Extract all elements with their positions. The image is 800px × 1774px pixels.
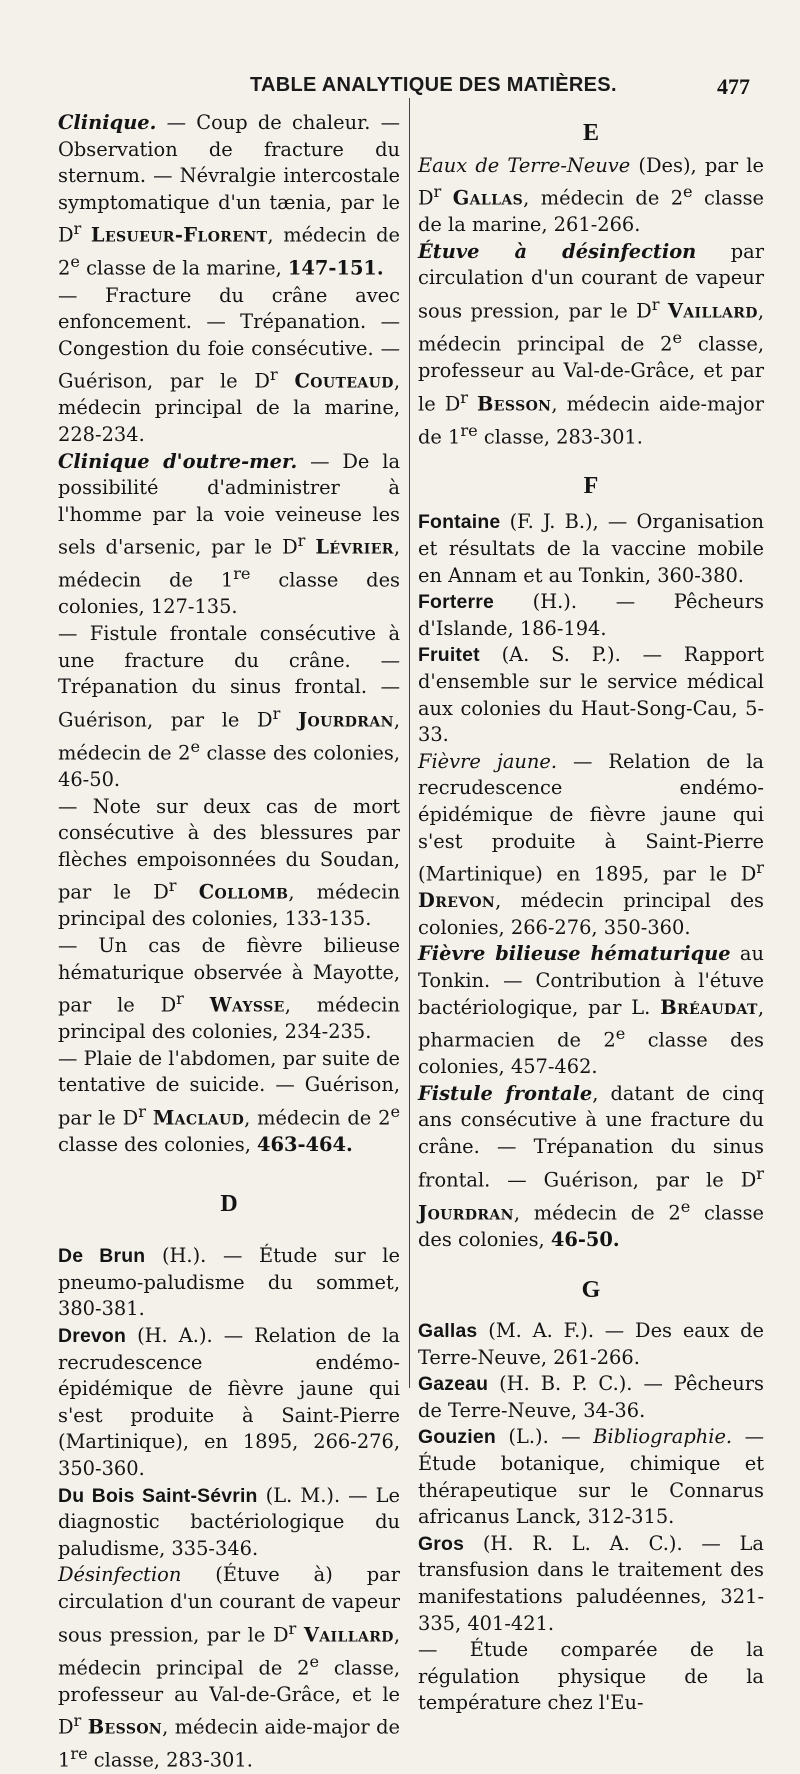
author-name: Bréaudat <box>660 995 758 1019</box>
entry-gouzien: Gouzien (L.). — Bibliographie. — Étude botanique, chimique et thérapeutique sur le Connarus africanus Lanck, 312-315. <box>418 1425 764 1529</box>
entry-term: Bibliographie. <box>593 1425 733 1449</box>
author-heading: Gallas <box>418 1319 478 1342</box>
section-letter-e: E <box>582 120 599 146</box>
entry-term: Fièvre bilieuse hématurique <box>418 942 731 966</box>
page-range: 147-151. <box>287 256 384 280</box>
author-name: Gallas <box>452 186 524 210</box>
entry-desinfection: Désinfection (Étuve à) par circulation d'un courant de vapeur sous pression, par le $D^r$ Vaillard, médecin principal de 2e classe, professeur au Val-de-Grâce, et le $D^r$ Besson, médecin aide-major de 1re classe, 283-301. <box>58 1563 401 1772</box>
entry-term: Clinique. <box>58 111 157 134</box>
author-name: Jourdran <box>297 708 394 732</box>
entry-fistule-frontale: Fistule frontale, datant de cinq ans consécutive à une fracture du crâne. — Trépanation du sinus frontal. — Guérison, par le $D^r$ Jourdran, médecin de 2e classe des colonies, 46-50. <box>418 1081 764 1251</box>
section-letter-d: D <box>220 1190 238 1217</box>
author-heading: De Brun <box>58 1245 146 1268</box>
entry-plaie: — Plaie de l'abdomen, par suite de tentative de suicide. — Guérison, par le $D^r$ Maclaud, médecin de 2e classe des colonies, 463-464. <box>58 1046 400 1157</box>
left-column <box>58 110 400 1774</box>
author-name: Vaillard <box>303 1623 394 1647</box>
author-name: Lévrier <box>315 535 394 559</box>
entry-fontaine: Fontaine (F. J. B.), — Organisation et résultats de la vaccine mobile en Annam et au Tonkin, 360-380. <box>418 510 764 587</box>
entry-gazeau: Gazeau (H. B. P. C.). — Pêcheurs de Terre-Neuve, 34-36. <box>418 1372 764 1422</box>
entry-term: Fistule frontale <box>418 1081 593 1105</box>
author-name: Maclaud <box>152 1106 245 1130</box>
entry-clinique: Clinique. — Coup de chaleur. — Observation de fracture du sternum. — Névralgie intercostale symptomatique d'un tænia, par le $D^r$ Lesueur-Florent, médecin de 2e classe de la marine, 147-151. <box>58 111 400 280</box>
section-letter-f: F <box>583 472 599 499</box>
entry-fruitet: Fruitet (A. S. P.). — Rapport d'ensemble sur le service médical aux colonies du Haut-Song-Cau, 5-33. <box>418 643 764 747</box>
page-range: 463-464. <box>257 1133 353 1157</box>
author-heading: Gouzien <box>418 1426 496 1449</box>
entry-term: Fièvre jaune. <box>418 749 558 773</box>
author-name: Lesueur-Florent <box>90 223 268 247</box>
entry-note: — Note sur deux cas de mort consécutive à des blessures par flèches empoisonnées du Soudan, par le $D^r$ Collomb, médecin principal des colonies, 133-135. <box>58 794 400 931</box>
running-title: TABLE ANALYTIQUE DES MATIÈRES. <box>250 74 617 96</box>
page-range: 46-50. <box>550 1227 620 1251</box>
author-name: Couteaud <box>294 369 394 393</box>
entry-clinique-outre-mer: Clinique d'outre-mer. — De la possibilité d'administrer à l'homme par la voie veineuse les sels d'arsenic, par le $D^r$ Lévrier, médecin de 1re classe des colonies, 127-135. <box>58 449 401 619</box>
entry-forterre: Forterre (H.). — Pêcheurs d'Islande, 186-194. <box>418 590 764 640</box>
entry-gros: Gros (H. R. L. A. C.). — La transfusion dans le traitement des manifestations paludéennes, 321-335, 401-421. <box>418 1531 764 1635</box>
entry-etuve: Étuve à désinfection par circulation d'un courant de vapeur sous pression, par le $D^r$ Vaillard, médecin principal de 2e classe, professeur au Val-de-Grâce, et par le $D^r$ Besson, médecin aide-major de 1re classe, 283-301. <box>418 239 765 449</box>
author-heading: Fruitet <box>418 644 480 667</box>
entry-fievre-jaune: Fièvre jaune. — Relation de la recrudescence endémo-épidémique de fièvre jaune qui s'est produite à Saint-Pierre (Martinique) en 1895, par le $D^r$ Drevon, médecin principal des colonies, 266-276, 350-360. <box>418 749 764 939</box>
column-divider <box>409 98 410 1388</box>
author-name: Besson <box>477 392 552 416</box>
entry-fievre-bilieuse: Fièvre bilieuse hématurique au Tonkin. — Contribution à l'étuve bactériologique, par L. Bréaudat, pharmacien de 2e classe des colonies, 457-462. <box>418 942 764 1079</box>
author-name: Vaillard <box>667 299 758 323</box>
entry-etude-comparee: — Étude comparée de la régulation physique de la température chez l'Eu- <box>418 1638 764 1715</box>
section-letter-g: G <box>581 1277 601 1304</box>
entry-term: Clinique d'outre-mer. <box>58 449 298 473</box>
entry-gallas: Gallas (M. A. F.). — Des eaux de Terre-Neuve, 261-266. <box>418 1318 764 1369</box>
entry-fracture: — Fracture du crâne avec enfoncement. — Trépanation. — Congestion du foie consécutive. — Guérison, par le $D^r$ Couteaud, médecin principal de la marine, 228-234. <box>58 283 400 446</box>
author-name: Drevon <box>418 889 496 913</box>
author-heading: Gros <box>418 1532 465 1555</box>
entry-eaux: Eaux de Terre-Neuve (Des), par le $D^r$ Gallas, médecin de 2e classe de la marine, 261-266. <box>418 153 765 237</box>
author-heading: Du Bois Saint-Sévrin <box>58 1484 258 1507</box>
author-heading: Forterre <box>418 591 494 614</box>
entry-drevon: Drevon (H. A.). — Relation de la recrudescence endémo-épidémique de fièvre jaune qui s'est produite à Saint-Pierre (Martinique), en 1895, 266-276, 350-360. <box>58 1324 400 1480</box>
entry-term: Étuve à désinfection <box>418 239 697 263</box>
page-header <box>60 72 760 102</box>
author-heading: Fontaine <box>418 511 501 534</box>
author-name: Waysse <box>209 993 285 1017</box>
entry-term: Désinfection <box>58 1563 182 1587</box>
entry-term: Eaux de Terre-Neuve <box>418 153 631 177</box>
entry-fistule: — Fistule frontale consécutive à une fracture du crâne. — Trépanation du sinus frontal. — Guérison, par le $D^r$ Jourdran, médecin de 2e classe des colonies, 46-50. <box>58 622 400 791</box>
page-number: 477 <box>717 74 750 99</box>
author-name: Besson <box>87 1715 163 1739</box>
author-heading: Gazeau <box>418 1373 489 1396</box>
entry-du-bois: Du Bois Saint-Sévrin (L. M.). — Le diagnostic bactériologique du paludisme, 335-346. <box>58 1483 400 1560</box>
author-name: Jourdran <box>418 1201 514 1225</box>
author-name: Collomb <box>198 880 289 904</box>
author-heading: Drevon <box>58 1325 127 1348</box>
entry-de-brun: De Brun (H.). — Étude sur le pneumo-paludisme du sommet, 380-381. <box>58 1244 400 1321</box>
entry-fievre-mayotte: — Un cas de fièvre bilieuse hématurique observée à Mayotte, par le $D^r$ Waysse, médecin principal des colonies, 234-235. <box>58 933 400 1044</box>
